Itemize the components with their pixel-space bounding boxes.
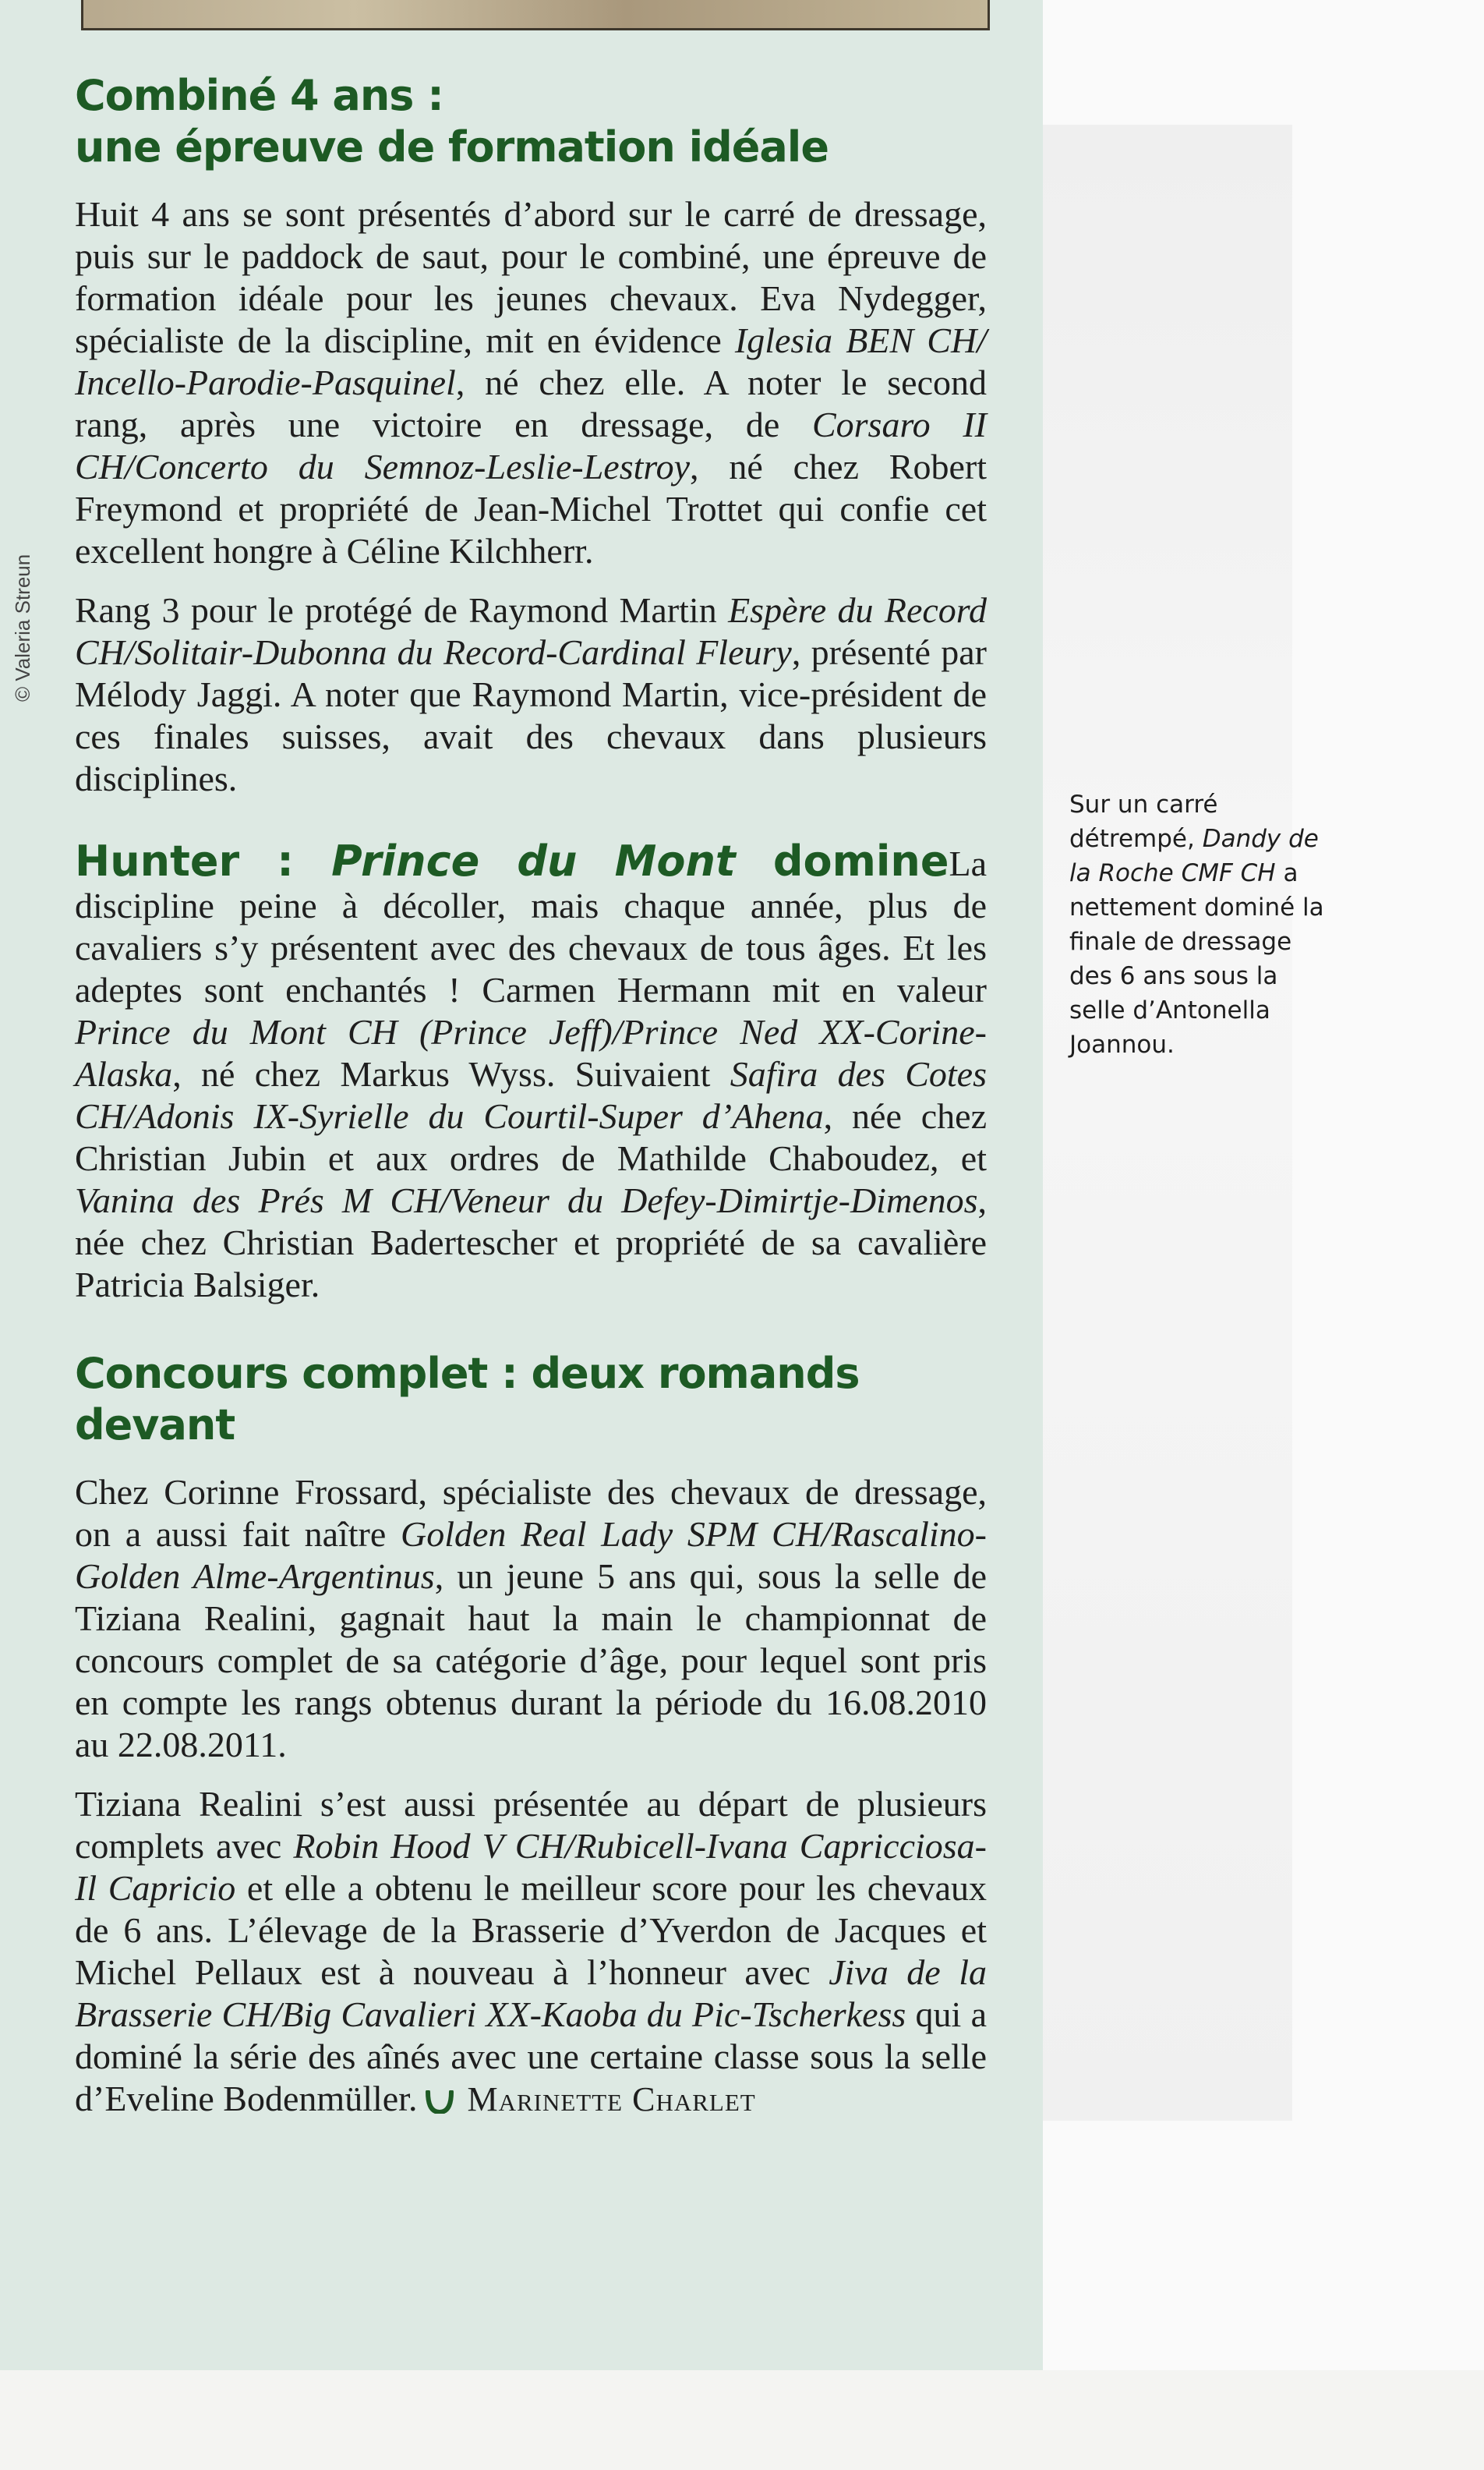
photo-strip bbox=[81, 0, 990, 30]
horse-name: Vanina des Prés M CH/Veneur du Defey-Dimirtje-Dimenos bbox=[75, 1180, 978, 1220]
author-signature: Marinette Charlet bbox=[467, 2080, 756, 2118]
section2-heading bbox=[75, 837, 949, 886]
section3-body bbox=[75, 1784, 987, 2118]
section2-paragraph bbox=[75, 837, 988, 1306]
text-run: qui a dominé la série des aînés avec une certaine classe sous la selle d’Eveline Bodenmüller. bbox=[75, 1994, 987, 2118]
adjacent-page-shadow bbox=[1043, 125, 1292, 2121]
section1-paragraph-1 bbox=[75, 193, 987, 572]
photo-credit: © Valeria Streun bbox=[11, 554, 34, 702]
section2-heading-prefix: Hunter : bbox=[75, 837, 332, 886]
text-run: Chez Corinne Frossard, spécialiste des chevaux de dressage, on a aussi fait naître bbox=[75, 1472, 987, 1554]
section2-heading-italic: Prince du Mont bbox=[331, 837, 736, 886]
text-run: , née chez Christian Jubin et aux ordres de Mathilde Chaboudez, et bbox=[75, 1096, 987, 1178]
photo-caption bbox=[1069, 787, 1334, 1062]
article bbox=[75, 70, 987, 2138]
section3-title: Concours complet : deux romands devant bbox=[75, 1349, 860, 1449]
horse-name: Safira des Cotes CH/Adonis IX-Syrielle du Courtil-Super d’Ahena bbox=[75, 1054, 988, 1136]
text-run: , né chez elle. A noter le second rang, après une victoire en dressage, de bbox=[75, 363, 987, 444]
text-run: Tiziana Realini s’est aussi présentée au départ de plusieurs complets avec bbox=[75, 1784, 987, 1866]
section1-title-line1: Combiné 4 ans : bbox=[75, 71, 443, 120]
text-run: , né chez Markus Wyss. Suivaient bbox=[172, 1054, 730, 1094]
horse-name: Dandy de la Roche CMF CH bbox=[1069, 825, 1319, 887]
text-run: , un jeune 5 ans qui, sous la selle de Tiziana Realini, gagnait haut la main le championnat de concours complet de sa catégorie d’âge, pour lequel sont pris en compte les rangs obtenus durant la période du 16.08.2010 au 22.08.2011. bbox=[75, 1556, 988, 1764]
text-run: , présenté par Mélody Jaggi. A noter que Raymond Martin, vice-président de ces finales suisses, avait des chevaux dans plusieurs disciplines. bbox=[75, 632, 987, 798]
horse-name: Prince du Mont CH (Prince Jeff)/Prince Ned XX-Corine-Alaska bbox=[75, 1012, 987, 1094]
horse-name: Jiva de la Brasserie CH/Big Cavalieri XX-Kaoba du Pic-Tscherkess bbox=[75, 1952, 988, 2034]
section2-body bbox=[75, 844, 987, 1304]
section1-paragraph-2 bbox=[75, 589, 987, 800]
section3-paragraph-1 bbox=[75, 1471, 987, 1766]
text-run: et elle a obtenu le meilleur score pour les chevaux de 6 ans. L’élevage de la Brasserie d’Yverdon de Jacques et Michel Pellaux est à nouveau à l’honneur avec bbox=[75, 1868, 987, 1992]
horse-name: Espère du Record CH/Solitair-Dubonna du Record-Cardinal Fleury bbox=[75, 590, 987, 672]
horse-name: Golden Real Lady SPM CH/Rascalino-Golden Alme-Argentinus bbox=[75, 1514, 987, 1596]
section2-heading-suffix: domine bbox=[735, 837, 949, 886]
text-run: La discipline peine à décoller, mais chaque année, plus de cavaliers s’y présentent avec des chevaux de tous âges. Et les adeptes sont enchantés ! Carmen Hermann mit en valeur bbox=[75, 844, 987, 1010]
horse-name: Corsaro II CH/Concerto du Semnoz-Leslie-Lestroy bbox=[75, 405, 987, 487]
text-run: , né chez Robert Freymond et propriété de Jean-Michel Trottet qui confie cet excellent hongre à Céline Kilchherr. bbox=[75, 447, 987, 571]
text-run: Sur un carré détrempé, bbox=[1069, 791, 1218, 853]
text-run: Huit 4 ans se sont présentés d’abord sur le carré de dressage, puis sur le paddock de saut, pour le combiné, une épreuve de formation idéale pour les jeunes chevaux. Eva Nydegger, spécialiste de la discipline, mit en évidence bbox=[75, 194, 987, 360]
text-run: , née chez Christian Badertescher et propriété de sa cavalière Patricia Balsiger. bbox=[75, 1180, 987, 1304]
end-horseshoe-icon bbox=[425, 2090, 454, 2114]
horse-name: Iglesia BEN CH/ Incello-Parodie-Pasquinel bbox=[75, 320, 987, 402]
text-run: Rang 3 pour le protégé de Raymond Martin bbox=[75, 590, 729, 630]
horse-name: Robin Hood V CH/Rubicell-Ivana Capricciosa-Il Capricio bbox=[75, 1826, 987, 1908]
section1-title-line2: une épreuve de formation idéale bbox=[75, 122, 829, 172]
section1-title bbox=[75, 70, 987, 173]
section3-paragraph-2 bbox=[75, 1783, 987, 2121]
text-run: a nettement dominé la finale de dressage des 6 ans sous la selle d’Antonella Joannou. bbox=[1069, 859, 1324, 1059]
